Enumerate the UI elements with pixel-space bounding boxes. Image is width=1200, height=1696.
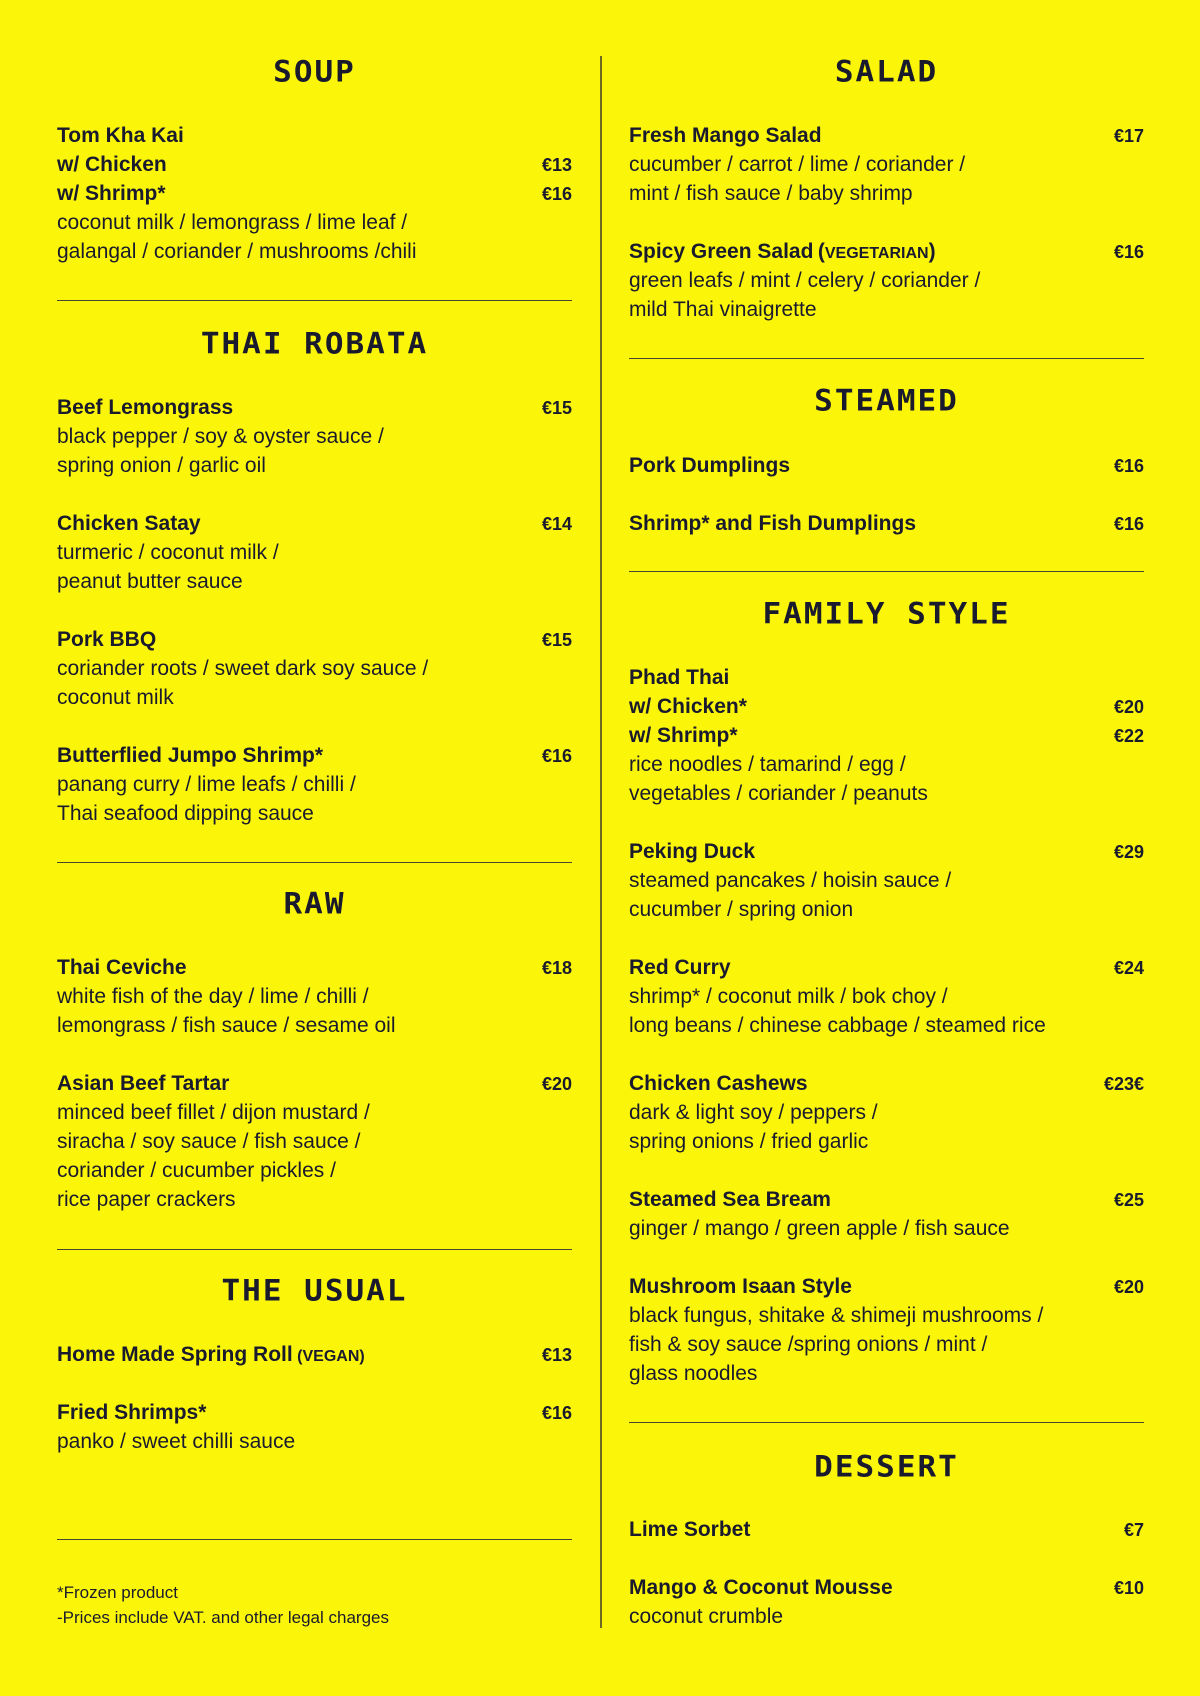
item-price: €13 <box>541 1345 572 1365</box>
section-divider <box>629 571 1144 572</box>
item-description: mild Thai vinaigrette <box>629 298 817 321</box>
item-description: black pepper / soy & oyster sauce / <box>57 425 384 448</box>
menu-item <box>629 1185 1144 1243</box>
item-price: €15 <box>541 630 572 650</box>
menu-item <box>629 1272 1144 1388</box>
item-description: rice paper crackers <box>57 1188 236 1211</box>
item-name: Peking Duck <box>629 840 756 863</box>
item-price: €18 <box>541 958 572 978</box>
menu-item <box>629 837 1144 924</box>
option-label: w/ Shrimp* <box>629 724 738 747</box>
section-title-dessert: DESSERT <box>814 1449 959 1485</box>
item-name: Spicy Green Salad <box>629 240 814 263</box>
item-description: panko / sweet chilli sauce <box>57 1430 296 1453</box>
item-description: white fish of the day / lime / chilli / <box>57 985 369 1008</box>
section-divider <box>629 358 1144 359</box>
item-name: Phad Thai <box>629 666 730 689</box>
section-divider <box>629 1422 1144 1423</box>
section-title-salad: SALAD <box>834 54 939 90</box>
item-description: peanut butter sauce <box>57 570 243 593</box>
item-price: €24 <box>1113 958 1144 978</box>
item-price: €25 <box>1113 1190 1144 1210</box>
item-name: Shrimp* and Fish Dumplings <box>629 512 917 535</box>
item-description: rice noodles / tamarind / egg / <box>629 753 906 776</box>
item-description: green leafs / mint / celery / coriander / <box>629 269 981 292</box>
item-name: Fried Shrimps* <box>57 1401 207 1424</box>
item-price: €16 <box>541 746 572 766</box>
item-price: €29 <box>1113 842 1144 862</box>
item-name: Red Curry <box>629 956 731 979</box>
menu-item-tom-kha-kai <box>57 121 572 266</box>
menu-item <box>629 1069 1144 1156</box>
item-description: dark & light soy / peppers / <box>629 1101 878 1124</box>
item-description: ginger / mango / green apple / fish sauce <box>629 1217 1010 1240</box>
item-description: fish & soy sauce /spring onions / mint / <box>629 1333 988 1356</box>
item-description: cucumber / spring onion <box>629 898 854 921</box>
item-name: Home Made Spring Roll <box>57 1343 293 1366</box>
item-name: Mango & Coconut Mousse <box>629 1576 893 1599</box>
item-name: Mushroom Isaan Style <box>629 1275 852 1298</box>
item-name: Beef Lemongrass <box>57 396 234 419</box>
column-divider <box>600 56 602 1628</box>
item-price: €20 <box>541 1074 572 1094</box>
menu-item <box>57 393 572 480</box>
item-description: coconut milk / lemongrass / lime leaf / <box>57 211 408 234</box>
item-description: lemongrass / fish sauce / sesame oil <box>57 1014 396 1037</box>
item-name: Thai Ceviche <box>57 956 187 979</box>
item-description: mint / fish sauce / baby shrimp <box>629 182 913 205</box>
footnote: *Frozen product <box>57 1583 178 1602</box>
item-name: Chicken Satay <box>57 512 201 535</box>
item-price: €20 <box>1113 697 1144 717</box>
item-price: €16 <box>541 184 572 204</box>
item-description: siracha / soy sauce / fish sauce / <box>57 1130 361 1153</box>
item-price: €22 <box>1113 726 1144 746</box>
item-name: Tom Kha Kai <box>57 124 184 147</box>
item-description: coconut crumble <box>629 1605 784 1628</box>
item-description: spring onions / fried garlic <box>629 1130 869 1153</box>
section-title-raw: RAW <box>283 886 346 922</box>
item-name: Lime Sorbet <box>629 1518 751 1541</box>
item-description: long beans / chinese cabbage / steamed rice <box>629 1014 1046 1037</box>
item-description: panang curry / lime leafs / chilli / <box>57 773 356 796</box>
section-title-steamed: STEAMED <box>814 383 959 419</box>
menu-item <box>629 1515 1144 1544</box>
item-price: €23€ <box>1103 1074 1144 1094</box>
section-title-thai-robata: THAI ROBATA <box>200 326 429 362</box>
item-description: cucumber / carrot / lime / coriander / <box>629 153 966 176</box>
menu-item <box>57 625 572 712</box>
menu-item-phad-thai <box>629 663 1144 808</box>
item-name: Pork Dumplings <box>629 454 791 477</box>
menu-item <box>57 741 572 828</box>
section-divider <box>57 862 572 863</box>
item-price: €14 <box>541 514 572 534</box>
item-price: €16 <box>541 1403 572 1423</box>
item-name: Butterflied Jumpo Shrimp* <box>57 744 324 767</box>
menu-item <box>57 1398 572 1456</box>
item-name: Steamed Sea Bream <box>629 1188 831 1211</box>
item-name: Fresh Mango Salad <box>629 124 822 147</box>
item-name: Asian Beef Tartar <box>57 1072 230 1095</box>
menu-item <box>57 953 572 1040</box>
item-description: glass noodles <box>629 1362 758 1385</box>
item-description: turmeric / coconut milk / <box>57 541 279 564</box>
section-divider <box>57 300 572 301</box>
menu-item <box>57 509 572 596</box>
item-name: Pork BBQ <box>57 628 157 651</box>
item-price: €20 <box>1113 1277 1144 1297</box>
item-price: €16 <box>1113 456 1144 476</box>
item-price: €15 <box>541 398 572 418</box>
section-title-family-style: FAMILY STYLE <box>762 596 1011 632</box>
menu-item <box>629 237 1144 324</box>
menu-item <box>57 1340 572 1369</box>
item-description: shrimp* / coconut milk / bok choy / <box>629 985 948 1008</box>
item-description: coriander / cucumber pickles / <box>57 1159 336 1182</box>
footnote: -Prices include VAT. and other legal charges <box>57 1608 389 1627</box>
item-description: spring onion / garlic oil <box>57 454 266 477</box>
menu-item <box>57 1069 572 1214</box>
item-description: vegetables / coriander / peanuts <box>629 782 928 805</box>
item-price: €7 <box>1123 1520 1144 1540</box>
tag-close: ) <box>928 240 936 263</box>
item-description: steamed pancakes / hoisin sauce / <box>629 869 952 892</box>
section-title-soup: SOUP <box>273 54 356 90</box>
menu-item <box>629 1573 1144 1631</box>
section-title-the-usual: THE USUAL <box>221 1273 408 1309</box>
item-description: coriander roots / sweet dark soy sauce / <box>57 657 429 680</box>
menu-item <box>629 121 1144 208</box>
menu-item <box>629 953 1144 1040</box>
item-price: €16 <box>1113 242 1144 262</box>
section-divider <box>57 1249 572 1250</box>
item-price: €17 <box>1113 126 1144 146</box>
item-price: €10 <box>1113 1578 1144 1598</box>
item-description: Thai seafood dipping sauce <box>57 802 314 825</box>
item-price: €16 <box>1113 514 1144 534</box>
diet-tag: (VEGAN) <box>297 1348 365 1365</box>
item-description: galangal / coriander / mushrooms /chili <box>57 240 417 263</box>
item-description: black fungus, shitake & shimeji mushrooms / <box>629 1304 1044 1327</box>
option-label: w/ Shrimp* <box>57 182 166 205</box>
section-divider <box>57 1539 572 1540</box>
menu-item <box>629 451 1144 480</box>
option-label: w/ Chicken <box>57 153 167 176</box>
item-price: €13 <box>541 155 572 175</box>
item-description: coconut milk <box>57 686 174 709</box>
item-description: minced beef fillet / dijon mustard / <box>57 1101 370 1124</box>
diet-tag: VEGETARIAN <box>824 245 929 262</box>
menu-item <box>629 509 1144 538</box>
item-name: Chicken Cashews <box>629 1072 808 1095</box>
tag-open: ( <box>817 240 825 263</box>
option-label: w/ Chicken* <box>629 695 747 718</box>
